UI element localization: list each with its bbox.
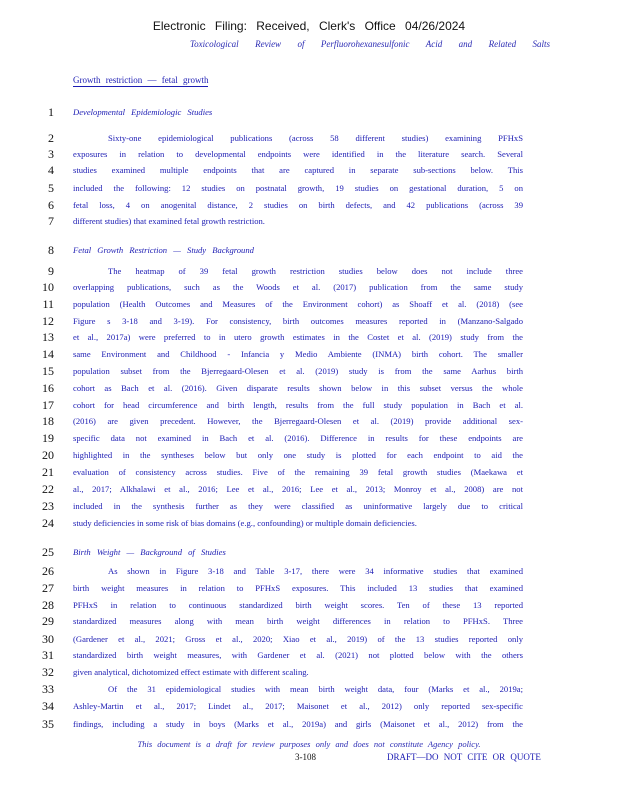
line-number: 4 [48, 163, 54, 177]
text-line [0, 162, 618, 178]
line-number: 32 [42, 665, 54, 679]
section-heading: Birth Weight — Background of Studies [73, 547, 226, 557]
breadcrumb[interactable]: Growth restriction — fetal growth [73, 75, 209, 85]
text-line [0, 346, 618, 362]
line-number: 1 [48, 105, 54, 119]
line-text: Of the 31 epidemiological studies with mean birth weight data, four (Marks et al., 2019a; [108, 684, 523, 694]
line-text: included the following: 12 studies on postnatal growth, 19 studies on gestational duration, 5 on [73, 183, 523, 193]
text-line [0, 363, 618, 379]
line-number: 28 [42, 598, 54, 612]
text-line [0, 104, 618, 120]
text-line [0, 380, 618, 396]
line-number: 7 [48, 214, 54, 228]
line-number: 9 [48, 264, 54, 278]
line-text: population subset from the Bjerregaard-Olesen et al. (2019) study is from the same Aarhus birth [73, 366, 523, 376]
line-text: given analytical, dichotomized effect estimate with different scaling. [73, 667, 309, 677]
line-text: specific data not examined in Bach et al. (2016). Difference in results for these endpoints are [73, 433, 523, 443]
running-title: Toxicological Review of Perfluorohexanesulfonic Acid and Related Salts [190, 39, 550, 49]
text-line [0, 413, 618, 429]
line-text: As shown in Figure 3-18 and Table 3-17, there were 34 informative studies that examined [108, 566, 523, 576]
text-line [0, 263, 618, 279]
line-text: et al., 2017a) were preferred to in utero growth estimates in the Costet et al. (2019) study from the [73, 332, 523, 342]
line-text: different studies) that examined fetal growth restriction. [73, 216, 265, 226]
line-number: 27 [42, 581, 54, 595]
text-line [0, 631, 618, 647]
text-line [0, 397, 618, 413]
text-line [0, 130, 618, 146]
line-number: 21 [42, 465, 54, 479]
section-heading: Fetal Growth Restriction — Study Background [73, 245, 254, 255]
text-line [0, 296, 618, 312]
line-text: (Gardener et al., 2021; Gross et al., 2020; Xiao et al., 2019) of the 13 studies reported only [73, 634, 523, 644]
line-number: 26 [42, 564, 54, 578]
line-text: The heatmap of 39 fetal growth restriction studies below does not include three [108, 266, 523, 276]
text-line [0, 329, 618, 345]
line-number: 6 [48, 198, 54, 212]
line-number: 12 [42, 314, 54, 328]
text-line [0, 563, 618, 579]
line-text: standardized measures along with mean birth weight differences in relation to PFHxS. Three [73, 616, 523, 626]
line-number: 24 [42, 516, 54, 530]
line-number: 11 [42, 297, 54, 311]
text-line [0, 430, 618, 446]
line-number: 2 [48, 131, 54, 145]
line-number: 16 [42, 381, 54, 395]
line-text: Ashley-Martin et al., 2017; Lindet al., 2017; Maisonet et al., 2012) only reported sex-specific [73, 701, 523, 711]
text-line [0, 146, 618, 162]
line-number: 30 [42, 632, 54, 646]
text-line [0, 681, 618, 697]
text-line [0, 716, 618, 732]
text-line [0, 580, 618, 596]
line-number: 25 [42, 545, 54, 559]
line-number: 3 [48, 147, 54, 161]
line-number: 8 [48, 243, 54, 257]
line-text: same Environment and Childhood - Infancia y Medio Ambiente (INMA) birth cohort. The smaller [73, 349, 523, 359]
text-line [0, 647, 618, 663]
line-text: fetal loss, 4 on anogenital distance, 2 studies on birth defects, and 42 publications (across 39 [73, 200, 523, 210]
text-line [0, 698, 618, 714]
line-text: evaluation of consistency across studies. Five of the remaining 39 fetal growth studies (Maekawa et [73, 467, 523, 477]
line-text: cohort for head circumference and birth length, results from the full study population in Bach et al. [73, 400, 523, 410]
line-text: exposures in relation to developmental endpoints were identified in the literature search. Several [73, 149, 523, 159]
line-text: birth weight measures in relation to PFHxS exposures. This included 13 studies that examined [73, 583, 523, 593]
line-text: overlapping publications, such as the Woods et al. (2017) publication from the same study [73, 282, 523, 292]
text-line [0, 664, 618, 680]
line-number: 22 [42, 482, 54, 496]
line-number: 10 [42, 280, 54, 294]
line-text: population (Health Outcomes and Measures of the Environment cohort) as Shoaff et al. (2018) (see [73, 299, 523, 309]
text-line [0, 180, 618, 196]
text-line [0, 242, 618, 258]
line-text: highlighted in the syntheses below but only one study is plotted for each endpoint to aid the [73, 450, 523, 460]
text-line [0, 544, 618, 560]
draft-label: DRAFT—DO NOT CITE OR QUOTE [387, 752, 541, 762]
text-line [0, 481, 618, 497]
line-text: al., 2017; Alkhalawi et al., 2016; Lee et al., 2016; Lee et al., 2013; Monroy et al., 2008) are not [73, 484, 523, 494]
line-text: findings, including a study in boys (Marks et al., 2019a) and girls (Maisonet et al., 2012) from the [73, 719, 523, 729]
line-number: 19 [42, 431, 54, 445]
line-number: 34 [42, 699, 54, 713]
line-text: standardized birth weight measures, with Gardener et al. (2021) not plotted below with the others [73, 650, 523, 660]
line-number: 5 [48, 181, 54, 195]
line-number: 13 [42, 330, 54, 344]
line-number: 14 [42, 347, 54, 361]
text-line [0, 597, 618, 613]
line-number: 17 [42, 398, 54, 412]
text-line [0, 313, 618, 329]
text-line [0, 197, 618, 213]
line-number: 33 [42, 682, 54, 696]
line-text: cohort as Bach et al. (2016). Given disparate results shown below in this subset versus the whole [73, 383, 523, 393]
text-line [0, 213, 618, 229]
line-text: Sixty-one epidemiological publications (across 58 different studies) examining PFHxS [108, 133, 523, 143]
text-line [0, 515, 618, 531]
page-number: 3-108 [295, 752, 316, 762]
line-text: (2016) are given precedent. However, the Bjerregaard-Olesen et al. (2019) provide additional sex- [73, 416, 523, 426]
line-number: 15 [42, 364, 54, 378]
draft-disclaimer: This document is a draft for review purposes only and does not constitute Agency policy. [137, 739, 481, 749]
line-number: 31 [42, 648, 54, 662]
line-text: Figure s 3-18 and 3-19). For consistency, birth outcomes measures reported in (Manzano-Salgado [73, 316, 523, 326]
filing-stamp: Electronic Filing: Received, Clerk's Office 04/26/2024 [152, 19, 466, 33]
line-number: 20 [42, 448, 54, 462]
line-number: 29 [42, 614, 54, 628]
line-text: studies examined multiple endpoints that are captured in separate sub-sections below. This [73, 165, 523, 175]
line-text: included in the synthesis further as they were classified as uninformative largely due to critical [73, 501, 523, 511]
line-text: study deficiencies in some risk of bias domains (e.g., confounding) or multiple domain deficiencies. [73, 518, 417, 528]
text-line [0, 279, 618, 295]
text-line [0, 498, 618, 514]
section-heading: Developmental Epidemiologic Studies [73, 107, 213, 117]
line-text: PFHxS in relation to continuous standardized birth weight scores. Ten of these 13 reported [73, 600, 523, 610]
text-line [0, 447, 618, 463]
text-line [0, 613, 618, 629]
text-line [0, 464, 618, 480]
line-number: 18 [42, 414, 54, 428]
line-number: 23 [42, 499, 54, 513]
line-number: 35 [42, 717, 54, 731]
